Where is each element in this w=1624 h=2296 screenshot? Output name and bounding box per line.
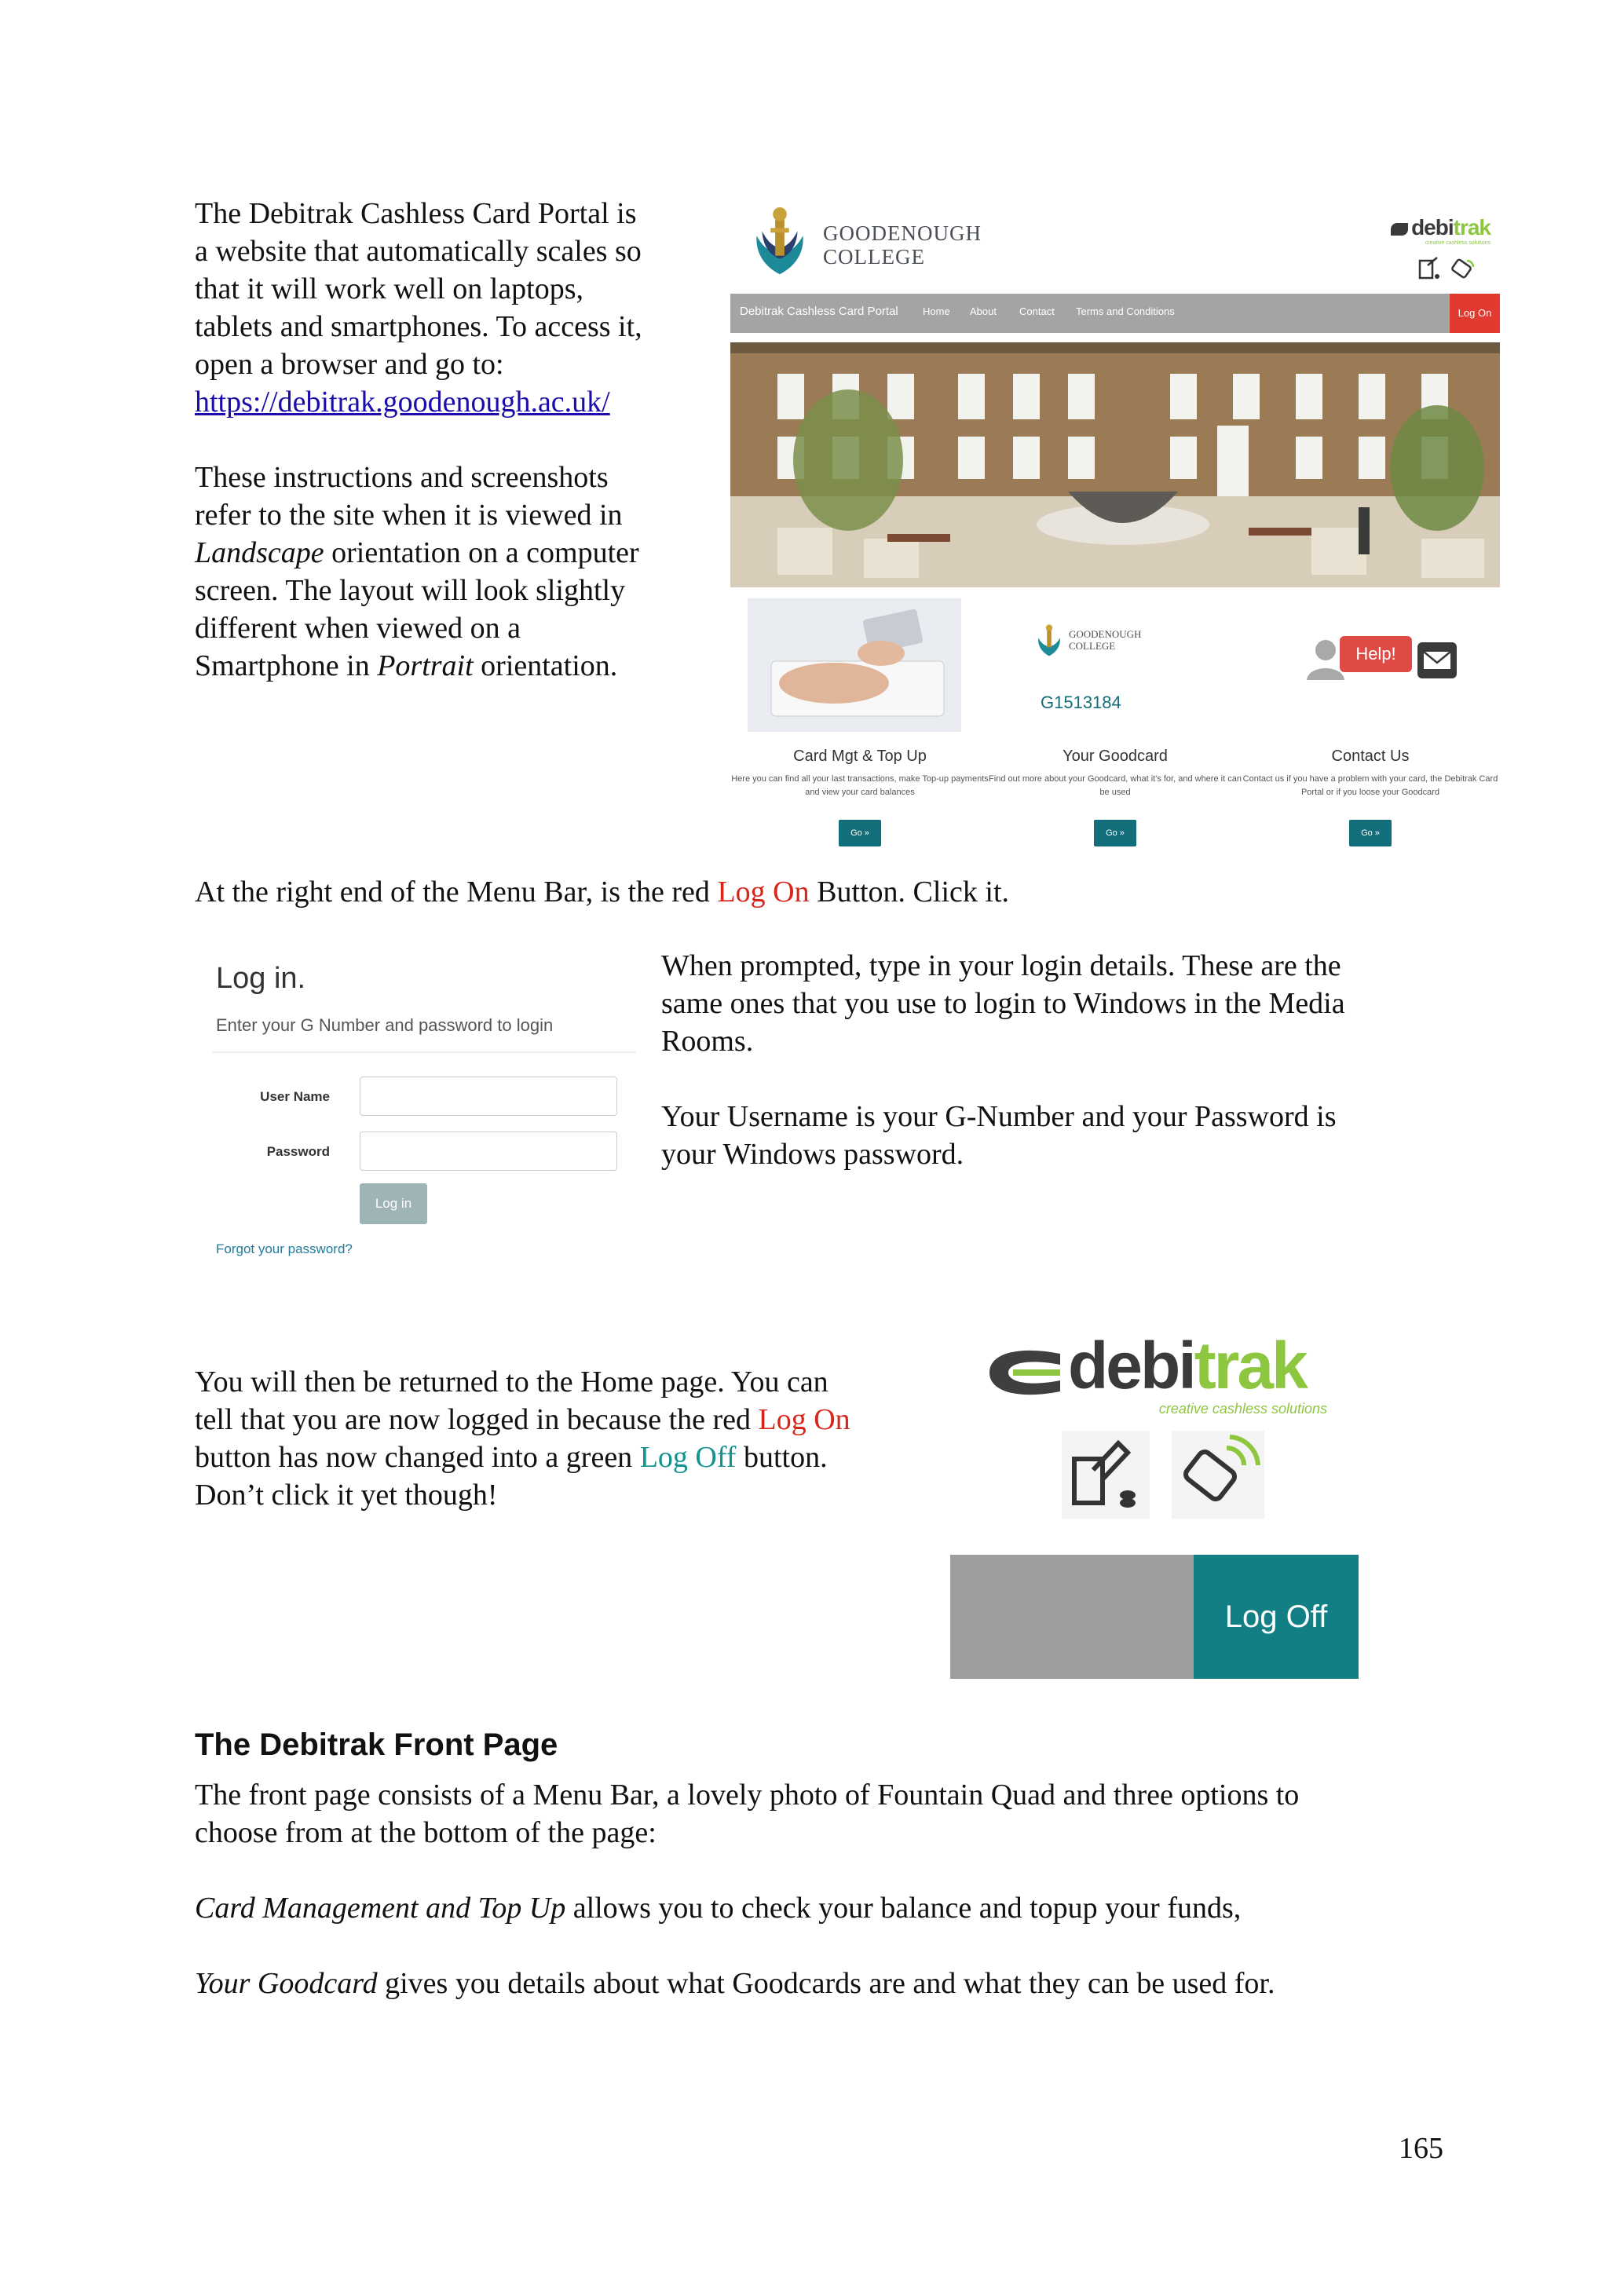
section-line: gives you details about what Goodcards are and what they can be used for. [377,1967,1275,2000]
return-line: button has now changed into a green [195,1441,640,1474]
section-line: allows you to check your balance and topup your funds, [565,1892,1242,1925]
login-subtitle: Enter your G Number and password to login [216,1015,554,1035]
prompt-line: your Windows password. [661,1138,964,1171]
contactless-card-icon [1172,1431,1264,1519]
card-payment-photo [748,598,961,732]
return-line: Don’t click it yet though! [195,1479,498,1512]
option-description: Find out more about your Goodcard, what it's for, and where it can be used [989,774,1242,797]
card-reader-icon [1417,254,1443,281]
paragraph-text: Button. Click it. [809,876,1009,909]
portal-url-link[interactable]: https://debitrak.goodenough.ac.uk/ [195,386,610,419]
menu-item-terms[interactable]: Terms and Conditions [1076,305,1175,317]
debitrak-logo [1365,215,1490,287]
login-screenshot [212,946,636,1276]
help-button[interactable]: Help! [1340,636,1412,672]
card-reader-icon [1062,1431,1150,1519]
card-management-em: Card Management and Top Up [195,1892,566,1925]
portal-header [730,196,1500,292]
option-heading: Your Goodcard [1063,748,1168,765]
intro-line: refer to the site when it is viewed in [195,499,623,532]
portal-menu-bar [730,294,1500,333]
password-label: Password [266,1144,330,1159]
debitrak-swoosh-icon [1391,223,1408,236]
intro-text [195,195,713,685]
brand-tagline: creative cashless solutions [1425,240,1490,246]
intro-line: orientation on a computer [324,536,639,569]
option-heading: Card Mgt & Top Up [793,748,927,765]
brand-part: debi [1068,1329,1194,1402]
paragraph-text: At the right end of the Menu Bar, is the red [195,876,718,909]
intro-line: orientation. [473,649,618,682]
college-crest-icon [741,204,818,283]
g-number: G1513184 [1041,693,1121,712]
intro-line: different when viewed on a [195,612,521,645]
debitrak-logo-large [982,1327,1327,1417]
log-on-button[interactable]: Log On [1450,294,1500,333]
option-your-goodcard [986,598,1245,856]
return-line: tell that you are now logged in because the red [195,1403,759,1436]
debitrak-swoosh-icon [982,1341,1068,1396]
login-title: Log in. [216,962,306,995]
option-card-mgt [730,598,989,856]
option-heading: Contact Us [1331,748,1410,765]
fountain-quad-photo [730,342,1500,587]
log-on-mention: Log On [758,1403,850,1436]
menu-item-home[interactable]: Home [923,305,950,317]
intro-line: Smartphone in [195,649,378,682]
section-heading: The Debitrak Front Page [195,1727,558,1762]
section-text [195,1776,1467,2002]
brand-part: trak [1194,1329,1306,1402]
log-off-mention: Log Off [639,1441,737,1474]
college-crest-small-icon [1031,622,1067,661]
menu-bar-paragraph [195,873,1451,911]
college-name-line: COLLEGE [823,245,925,269]
college-name-line: GOODENOUGH [823,221,982,245]
your-goodcard-em: Your Goodcard [195,1967,378,2000]
go-button-contact-us[interactable]: Go » [1349,820,1392,846]
go-button-card-mgt[interactable]: Go » [839,820,881,846]
section-line: The front page consists of a Menu Bar, a lovely photo of Fountain Quad and three options to [195,1779,1300,1812]
landscape-em: Landscape [195,536,324,569]
return-paragraph [195,1363,933,1514]
return-line: You will then be returned to the Home page. You can [195,1366,828,1398]
intro-line: that it will work well on laptops, [195,272,584,305]
prompt-line: When prompted, type in your login details. These are the [661,949,1341,982]
intro-line: tablets and smartphones. To access it, [195,310,642,343]
login-divider [212,1051,636,1053]
college-name-line: COLLEGE [1069,640,1116,652]
intro-line: These instructions and screenshots [195,461,609,494]
menu-portal-title[interactable]: Debitrak Cashless Card Portal [740,305,898,318]
page-number: 165 [1399,2132,1443,2165]
college-name [823,221,982,269]
prompt-line: Your Username is your G-Number and your Password is [661,1100,1337,1133]
intro-line: screen. The layout will look slightly [195,574,626,607]
intro-line: open a browser and go to: [195,348,504,381]
log-off-button[interactable]: Log Off [1194,1555,1359,1679]
brand-part: debi [1411,215,1454,239]
prompt-line: Rooms. [661,1025,754,1058]
menu-item-contact[interactable]: Contact [1019,305,1055,317]
prompt-paragraph [661,947,1447,1173]
college-name-small [1069,628,1141,652]
return-line: button. [736,1441,828,1474]
section-line: choose from at the bottom of the page: [195,1816,657,1849]
contactless-card-icon [1450,256,1476,280]
option-description: Contact us if you have a problem with your card, the Debitrak Card Portal or if you loose your Goodcard [1242,774,1498,797]
logoff-screenshot [950,1327,1359,1680]
username-label: User Name [260,1089,330,1104]
brand-tagline: creative cashless solutions [1158,1401,1327,1417]
go-button-your-goodcard[interactable]: Go » [1094,820,1136,846]
brand-part: trak [1453,215,1490,239]
intro-line: a website that automatically scales so [195,235,642,268]
menu-item-about[interactable]: About [970,305,997,317]
prompt-line: same ones that you use to login to Windows in the Media [661,987,1345,1020]
portal-screenshot [730,196,1500,856]
option-description: Here you can find all your last transactions, make Top-up payments and view your card balances [731,774,989,797]
menu-bar-fragment [950,1555,1194,1679]
college-name-line: GOODENOUGH [1069,628,1142,640]
forgot-password-link[interactable]: Forgot your password? [216,1241,353,1256]
username-input[interactable] [360,1077,617,1116]
log-on-mention: Log On [717,876,810,909]
log-in-button[interactable]: Log in [360,1183,427,1224]
password-input[interactable] [360,1132,617,1171]
portrait-em: Portrait [377,649,474,682]
intro-line: The Debitrak Cashless Card Portal is [195,197,637,230]
mail-icon[interactable] [1417,642,1457,678]
